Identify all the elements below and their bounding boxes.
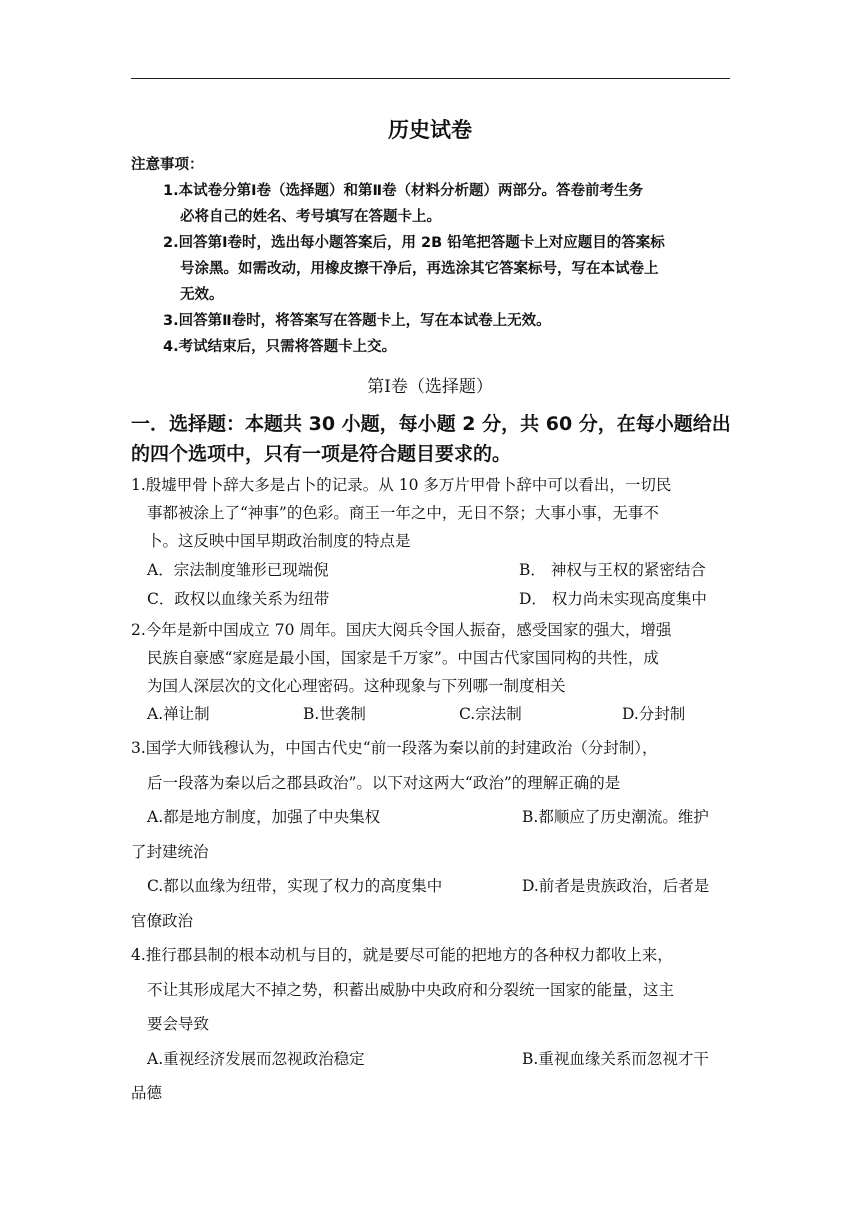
q4-option-b-cont: 品德 bbox=[131, 1084, 163, 1102]
header-rule bbox=[131, 78, 730, 79]
q1-option-c: C．政权以血缘关系为纽带 bbox=[147, 590, 330, 608]
q3-option-b-cont: 了封建统治 bbox=[131, 843, 209, 861]
q2-line-3: 为国人深层次的文化心理密码。这种现象与下列哪一制度相关 bbox=[147, 677, 566, 695]
q4-line-1: 4.推行郡县制的根本动机与目的，就是要尽可能的把地方的各种权力都收上来， bbox=[131, 946, 673, 964]
q4-option-a: A.重视经济发展而忽视政治稳定 bbox=[147, 1050, 365, 1068]
q4-option-b: B.重视血缘关系而忽视才干 bbox=[522, 1050, 709, 1068]
notice-item-2: 2.回答第Ⅰ卷时，选出每小题答案后，用 2B 铅笔把答题卡上对应题目的答案标 bbox=[163, 235, 665, 251]
q2-line-1: 2.今年是新中国成立 70 周年。国庆大阅兵令国人振奋，感受国家的强大，增强 bbox=[131, 621, 672, 639]
section-title: 第Ⅰ卷（选择题） bbox=[367, 377, 493, 397]
q2-option-a: A.禅让制 bbox=[147, 705, 210, 723]
q3-option-c: C.都以血缘为纽带，实现了权力的高度集中 bbox=[147, 877, 443, 895]
q4-line-3: 要会导致 bbox=[147, 1015, 210, 1033]
q1-line-2: 事都被涂上了“神事”的色彩。商王一年之中，无日不祭；大事小事，无事不 bbox=[147, 504, 659, 522]
q4-line-2: 不让其形成尾大不掉之势，积蓄出威胁中央政府和分裂统一国家的能量，这主 bbox=[147, 981, 675, 999]
q1-option-a: A．宗法制度雏形已现端倪 bbox=[147, 561, 329, 579]
q3-line-1: 3.国学大师钱穆认为，中国古代史“前一段落为秦以前的封建政治（分封制）， bbox=[131, 739, 658, 757]
q2-option-c: C.宗法制 bbox=[459, 705, 522, 723]
q3-line-2: 后一段落为秦以后之郡县政治”。以下对这两大“政治”的理解正确的是 bbox=[147, 774, 621, 792]
q2-option-d: D.分封制 bbox=[622, 705, 686, 723]
notice-item-1: 1.本试卷分第Ⅰ卷（选择题）和第Ⅱ卷（材料分析题）两部分。答卷前考生务 bbox=[163, 183, 644, 199]
q1-line-3: 卜。这反映中国早期政治制度的特点是 bbox=[147, 532, 411, 550]
notice-heading: 注意事项： bbox=[131, 157, 204, 173]
notice-item-1-cont: 必将自己的姓名、考号填写在答题卡上。 bbox=[180, 209, 441, 225]
notice-item-2-cont2: 无效。 bbox=[180, 287, 224, 303]
instruction-line-2: 的四个选项中，只有一项是符合题目要求的。 bbox=[131, 443, 512, 465]
q3-option-a: A.都是地方制度，加强了中央集权 bbox=[147, 808, 381, 826]
q2-option-b: B.世袭制 bbox=[303, 705, 366, 723]
q3-option-b: B.都顺应了历史潮流。维护 bbox=[522, 808, 709, 826]
instruction-line-1: 一．选择题：本题共 30 小题，每小题 2 分，共 60 分，在每小题给出 bbox=[131, 413, 731, 435]
notice-item-2-cont: 号涂黑。如需改动，用橡皮擦干净后，再选涂其它答案标号，写在本试卷上 bbox=[180, 261, 659, 277]
q2-line-2: 民族自豪感“家庭是最小国，国家是千万家”。中国古代家国同构的共性，成 bbox=[147, 649, 659, 667]
q3-option-d-cont: 官僚政治 bbox=[131, 912, 194, 930]
q1-option-b: B． 神权与王权的紧密结合 bbox=[519, 561, 706, 579]
page-title: 历史试卷 bbox=[388, 118, 472, 142]
q3-option-d: D.前者是贵族政治，后者是 bbox=[522, 877, 710, 895]
q1-line-1: 1.殷墟甲骨卜辞大多是占卜的记录。从 10 多万片甲骨卜辞中可以看出，一切民 bbox=[131, 476, 672, 494]
notice-item-4: 4.考试结束后，只需将答题卡上交。 bbox=[163, 339, 397, 355]
q1-option-d: D． 权力尚未实现高度集中 bbox=[519, 590, 707, 608]
notice-item-3: 3.回答第Ⅱ卷时，将答案写在答题卡上，写在本试卷上无效。 bbox=[163, 313, 551, 329]
